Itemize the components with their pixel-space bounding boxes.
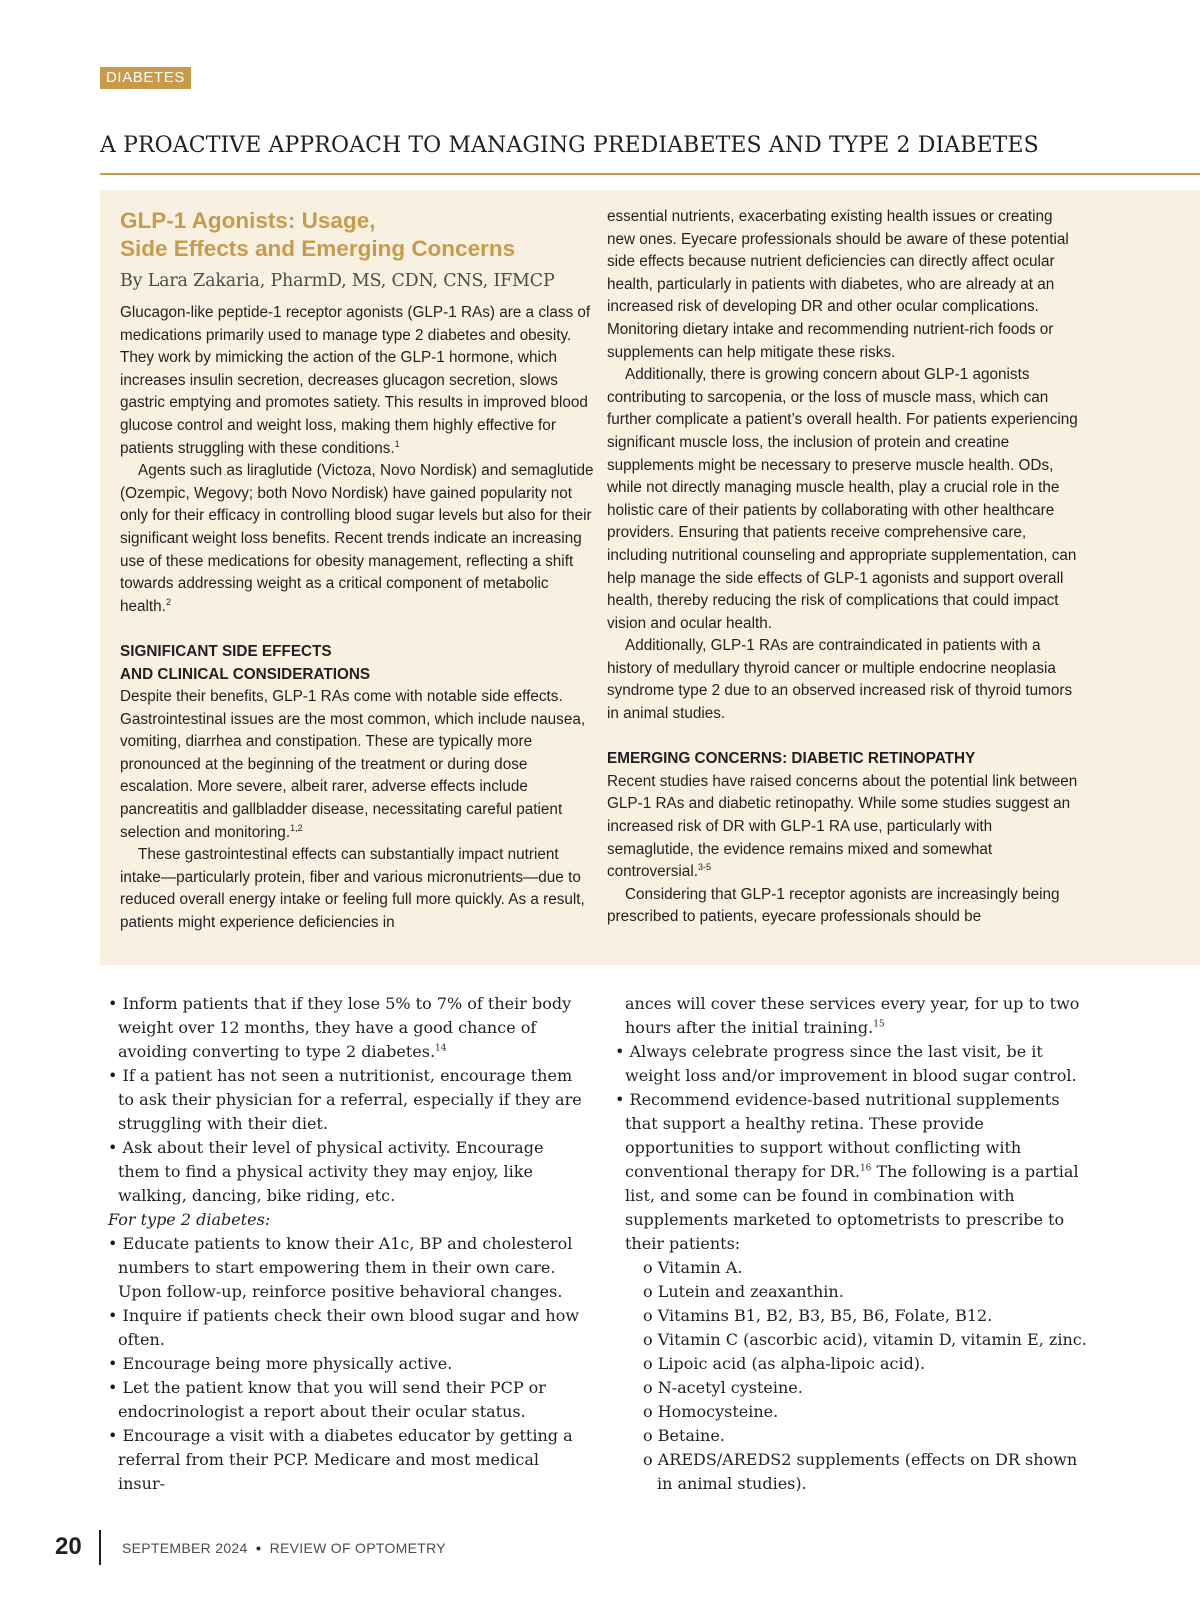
paragraph-text: Glucagon-like peptide-1 receptor agonists (GLP-1 RAs) are a class of medications primarily used to manage type 2 diabetes and obesity. They work by mimicking the action of the GLP-1 hormone, which increases insulin secretion, decreases glucagon secretion, slows gastric emptying and promotes satiety. This results in improved blood glucose control and weight loss, making them highly effective for patients struggling with these conditions. xyxy=(120,304,591,457)
sidebar-title xyxy=(120,207,595,263)
bullet-item xyxy=(615,1040,1090,1088)
supplement-item: o Lutein and zeaxanthin. xyxy=(615,1280,1090,1304)
sidebar-left-column xyxy=(120,205,595,935)
footer-separator: • xyxy=(255,1540,262,1556)
sidebar-title-line2: Side Effects and Emerging Concerns xyxy=(120,236,516,261)
footer-divider xyxy=(99,1530,101,1565)
bullet-item xyxy=(108,1064,583,1136)
page-title: A PROACTIVE APPROACH TO MANAGING PREDIABETES AND TYPE 2 DIABETES xyxy=(100,133,1039,158)
bullet-item xyxy=(108,1352,583,1376)
supplement-item: o N-acetyl cysteine. xyxy=(615,1376,1090,1400)
bullet-text: Educate patients to know their A1c, BP and cholesterol numbers to start empowering them in their own care. Upon follow-up, reinforce positive behavioral changes. xyxy=(118,1234,573,1301)
bullet-item xyxy=(108,1376,583,1424)
paragraph-gap xyxy=(120,618,595,641)
bullet-text: Inform patients that if they lose 5% to 7% of their body weight over 12 months, they have a good chance of avoiding converting to type 2 diabetes. xyxy=(118,994,572,1061)
bullet-text: Let the patient know that you will send their PCP or endocrinologist a report about their ocular status. xyxy=(118,1378,546,1421)
paragraph-text: Agents such as liraglutide (Victoza, Novo Nordisk) and semaglutide (Ozempic, Wegovy; both Novo Nordisk) have gained popularity not only for their efficacy in controlling blood sugar levels but also for their significant weight loss benefits. Recent trends indicate an increasing use of these medications for obesity management, reflecting a shift towards addressing weight as a critical component of metabolic health. xyxy=(120,462,594,615)
supplement-item: o AREDS/AREDS2 supplements (effects on DR shown in animal studies). xyxy=(615,1448,1090,1496)
bullet-item xyxy=(108,992,583,1064)
paragraph-text: Recent studies have raised concerns about the potential link between GLP-1 RAs and diabetic retinopathy. While some studies suggest an increased risk of DR with GLP-1 RA use, particularly with semaglutide, the evidence remains mixed and somewhat controversial. xyxy=(607,772,1078,881)
bullet-text: If a patient has not seen a nutritionist, encourage them to ask their physician for a referral, especially if they are struggling with their diet. xyxy=(118,1066,582,1133)
type2-label: For type 2 diabetes: xyxy=(108,1210,271,1229)
bullet-item xyxy=(108,1304,583,1352)
reference-mark: 3-5 xyxy=(697,862,711,873)
bullet-text: Recommend evidence-based nutritional supplements that support a healthy retina. These provide opportunities to support without conflicting with conventional therapy for DR. xyxy=(625,1090,1060,1181)
bullet-text: Inquire if patients check their own blood sugar and how often. xyxy=(118,1306,580,1349)
reference-mark: 14 xyxy=(435,1043,447,1054)
bullet-continuation xyxy=(615,992,1090,1040)
sidebar-paragraph xyxy=(607,771,1082,884)
bullet-item xyxy=(108,1232,583,1304)
title-rule xyxy=(100,173,1200,175)
bullet-item xyxy=(615,1088,1090,1256)
sidebar-paragraph xyxy=(120,686,595,844)
supplement-item: o Lipoic acid (as alpha-lipoic acid). xyxy=(615,1352,1090,1376)
body-right-column xyxy=(615,992,1090,1496)
subhead-line2: AND CLINICAL CONSIDERATIONS xyxy=(120,665,371,683)
supplement-item: o Homocysteine. xyxy=(615,1400,1090,1424)
bullet-text: The following is a partial list, and some can be found in combination with supplements marketed to optometrists to prescribe to their patients: xyxy=(625,1162,1079,1253)
continuation-text: ances will cover these services every year, for up to two hours after the initial training. xyxy=(625,994,1080,1037)
footer-magazine: REVIEW OF OPTOMETRY xyxy=(269,1540,446,1556)
subhead-retinopathy: EMERGING CONCERNS: DIABETIC RETINOPATHY xyxy=(607,750,976,768)
bullet-item xyxy=(108,1424,583,1496)
supplement-item: o Vitamin A. xyxy=(615,1256,1090,1280)
reference-mark: 2 xyxy=(165,596,171,607)
sidebar-right-column xyxy=(607,205,1082,929)
section-tag: DIABETES xyxy=(100,67,191,89)
paragraph-gap xyxy=(607,726,1082,749)
supplement-item: o Betaine. xyxy=(615,1424,1090,1448)
subhead-side-effects xyxy=(120,641,595,686)
bullet-item xyxy=(108,1136,583,1208)
bullet-text: Ask about their level of physical activity. Encourage them to find a physical activity they may enjoy, like walking, dancing, bike riding, etc. xyxy=(118,1138,544,1205)
bullet-text: Encourage being more physically active. xyxy=(122,1354,453,1373)
bullet-list xyxy=(108,992,583,1208)
byline: By Lara Zakaria, PharmD, MS, CDN, CNS, IFMCP xyxy=(120,271,555,291)
footer-text xyxy=(122,1540,446,1556)
page-number: 20 xyxy=(55,1533,82,1560)
bullet-text: Encourage a visit with a diabetes educator by getting a referral from their PCP. Medicare and most medical insur- xyxy=(118,1426,573,1493)
bullet-list xyxy=(108,1232,583,1496)
subhead-line1: SIGNIFICANT SIDE EFFECTS xyxy=(120,642,332,660)
footer-date: SEPTEMBER 2024 xyxy=(122,1540,248,1556)
sidebar-paragraph: essential nutrients, exacerbating existing health issues or creating new ones. Eyecare professionals should be aware of these potential side effects because nutrient deficiencies can directly affect ocular health, particularly in patients with diabetes, who are already at an increased risk of developing DR and other ocular complications. Monitoring dietary intake and recommending nutrient-rich foods or supplements can help mitigate these risks. xyxy=(607,208,1069,361)
supplement-item: o Vitamin C (ascorbic acid), vitamin D, vitamin E, zinc. xyxy=(615,1328,1090,1352)
bullet-list xyxy=(615,1040,1090,1088)
reference-mark: 1,2 xyxy=(290,822,303,833)
sidebar-paragraph: These gastrointestinal effects can substantially impact nutrient intake—particularly protein, fiber and various micronutrients—due to reduced overall energy intake or feeling full more quickly. As a result, patients might experience deficiencies in xyxy=(120,846,585,932)
body-left-column xyxy=(108,992,583,1496)
sidebar-paragraph: Additionally, there is growing concern about GLP-1 agonists contributing to sarcopenia, or the loss of muscle mass, which can further complicate a patient’s overall health. For patients experiencing significant muscle loss, the inclusion of protein and creatine supplements might be necessary to preserve muscle health. ODs, while not directly managing muscle health, play a crucial role in the holistic care of their patients by collaborating with other healthcare providers. Ensuring that patients receive comprehensive care, including nutritional counseling and appropriate supplementation, can help manage the side effects of GLP-1 agonists and support overall health, thereby reducing the risk of complications that could impact vision and ocular health. xyxy=(607,366,1078,632)
reference-mark: 1 xyxy=(394,438,400,449)
sidebar-paragraph xyxy=(120,302,595,460)
reference-mark: 15 xyxy=(873,1019,885,1030)
supplement-list xyxy=(615,1256,1090,1496)
sidebar-paragraph xyxy=(120,460,595,618)
reference-mark: 16 xyxy=(859,1163,872,1174)
sidebar-paragraph: Additionally, GLP-1 RAs are contraindicated in patients with a history of medullary thyroid cancer or multiple endocrine neoplasia syndrome type 2 due to an observed increased risk of thyroid tumors in animal studies. xyxy=(607,637,1073,723)
paragraph-text: Despite their benefits, GLP-1 RAs come with notable side effects. Gastrointestinal issues are the most common, which include nausea, vomiting, diarrhea and constipation. These are typically more pronounced at the beginning of the treatment or during dose escalation. More severe, albeit rarer, adverse effects include pancreatitis and gallbladder disease, necessitating careful patient selection and monitoring. xyxy=(120,688,586,841)
sidebar-paragraph: Considering that GLP-1 receptor agonists are increasingly being prescribed to patients, eyecare professionals should be xyxy=(607,885,1060,926)
sidebar-title-line1: GLP-1 Agonists: Usage, xyxy=(120,208,376,233)
supplement-item: o Vitamins B1, B2, B3, B5, B6, Folate, B12. xyxy=(615,1304,1090,1328)
bullet-text: Always celebrate progress since the last visit, be it weight loss and/or improvement in blood sugar control. xyxy=(625,1042,1077,1085)
